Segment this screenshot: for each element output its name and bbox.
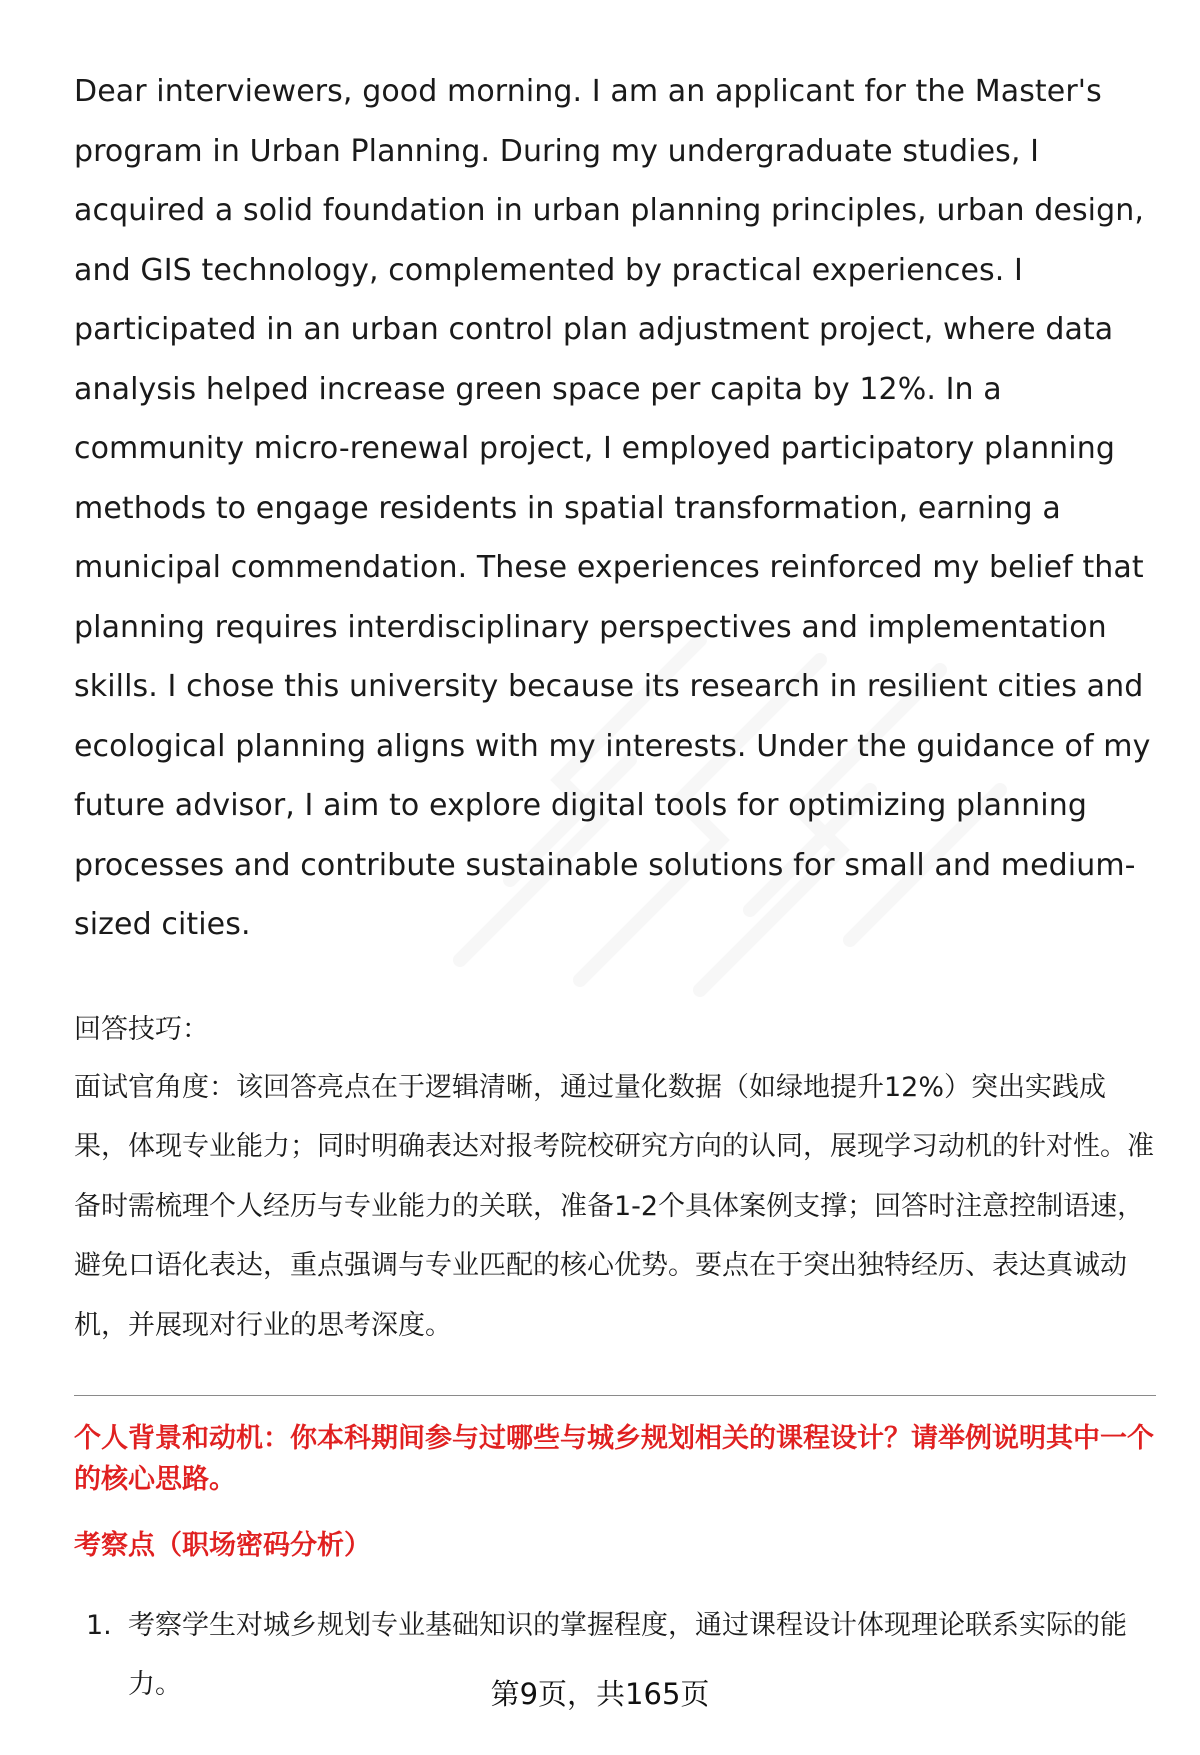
document-page xyxy=(74,62,1154,1714)
list-item-number: 1. xyxy=(86,1610,112,1641)
answer-paragraph: Dear interviewers, good morning. I am an applicant for the Master's program in Urban Planning. During my undergraduate studies, I acquired a solid foundation in urban planning principles, urban design, and GIS technology, complemented by practical experiences. I participated in an urban control plan adjustment project, where data analysis helped increase green space per capita by 12%. In a community micro-renewal project, I employed participatory planning methods to engage residents in spatial transformation, earning a municipal commendation. These experiences reinforced my belief that planning requires interdisciplinary perspectives and implementation skills. I chose this university because its research in resilient cities and ecological planning aligns with my interests. Under the guidance of my future advisor, I aim to explore digital tools for optimizing planning processes and contribute sustainable solutions for small and medium-sized cities. xyxy=(74,74,1151,942)
analysis-section-title: 考察点（职场密码分析） xyxy=(74,1530,371,1561)
question-heading: 个人背景和动机：你本科期间参与过哪些与城乡规划相关的课程设计？请举例说明其中一个的核心思路。 xyxy=(74,1423,1154,1495)
tips-title: 回答技巧： xyxy=(74,1013,209,1045)
section-divider xyxy=(74,1395,1156,1396)
tips-body: 面试官角度：该回答亮点在于逻辑清晰，通过量化数据（如绿地提升12%）突出实践成果，体现专业能力；同时明确表达对报考院校研究方向的认同，展现学习动机的针对性。准备时需梳理个人经历与专业能力的关联，准备1-2个具体案例支撑；回答时注意控制语速，避免口语化表达，重点强调与专业匹配的核心优势。要点在于突出独特经历、表达真诚动机，并展现对行业的思考深度。 xyxy=(74,1071,1154,1341)
page-number-footer: 第9页，共165页 xyxy=(490,1677,710,1711)
list-item-text: 考察学生对城乡规划专业基础知识的掌握程度，通过课程设计体现理论联系实际的能力。 xyxy=(128,1610,1127,1700)
